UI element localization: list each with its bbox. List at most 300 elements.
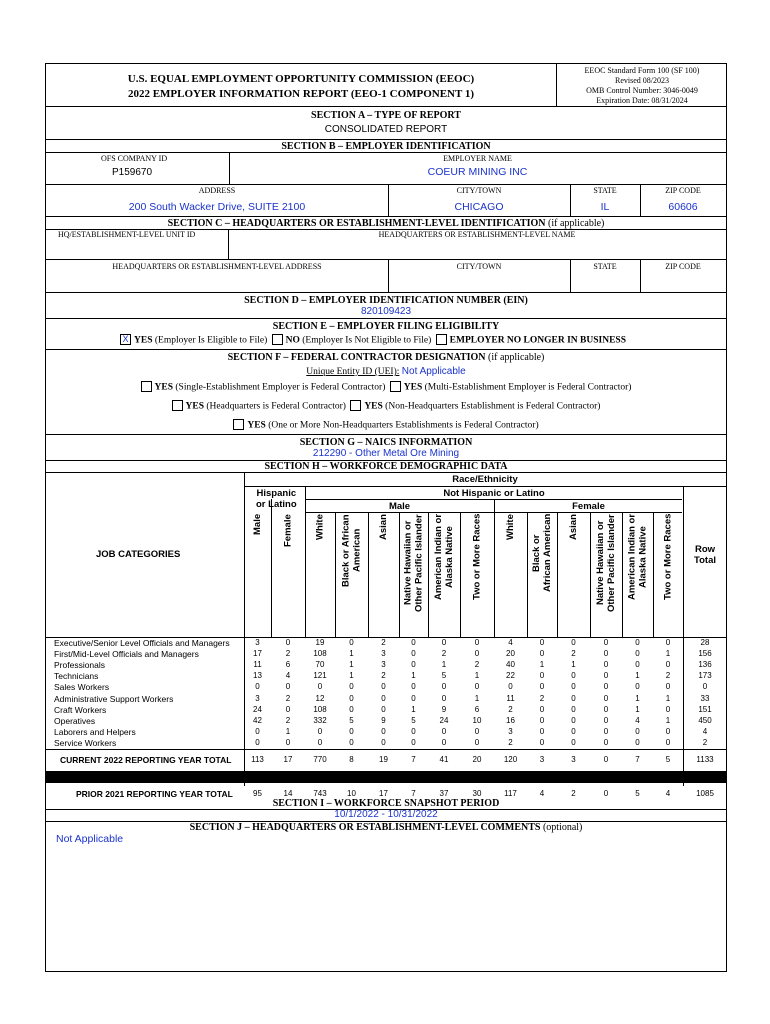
table-cell: 28 xyxy=(700,638,710,647)
table-cell: 108 xyxy=(313,649,327,659)
table-cell: 0 xyxy=(411,693,416,703)
job-category-label: Sales Workers xyxy=(54,682,110,693)
column-header-4 xyxy=(335,514,368,635)
table-cell: 0 xyxy=(539,715,545,725)
column-header-text: Asian xyxy=(568,514,579,540)
multi-establishment-text: (Multi-Establishment Employer is Federal Contractor) xyxy=(422,382,632,393)
section-e-title: SECTION E – EMPLOYER FILING ELIGIBILITY xyxy=(272,321,500,332)
eligible-yes-label: YES xyxy=(134,335,153,346)
female-header: Female xyxy=(572,501,605,512)
prior-total-cell: 2 xyxy=(571,789,576,798)
eligible-yes-checkbox[interactable]: X xyxy=(120,334,131,345)
table-cell: 2 xyxy=(539,693,545,703)
table-cell: 1 xyxy=(571,660,576,670)
table-cell: 33 xyxy=(700,693,710,703)
table-cell: 24 xyxy=(439,715,449,725)
table-cell: 0 xyxy=(441,726,447,736)
table-cell: 22 xyxy=(506,671,515,681)
table-cell: 1 xyxy=(349,671,354,681)
table-cell: 19 xyxy=(315,638,325,647)
table-cell: 0 xyxy=(571,737,576,747)
column-header-text: White xyxy=(314,514,326,540)
employer-state: IL xyxy=(600,201,610,213)
table-cell: 0 xyxy=(603,649,609,659)
eligible-no-label: NO xyxy=(285,335,300,346)
table-cell: 0 xyxy=(539,649,545,659)
table-cell: 0 xyxy=(474,649,480,659)
city-label: CITY/TOWN xyxy=(456,186,502,195)
table-cell: 0 xyxy=(603,671,609,681)
table-cell: 2 xyxy=(285,693,291,703)
no-longer-in-business-checkbox[interactable] xyxy=(436,334,447,345)
prior-total-cell: 117 xyxy=(504,789,517,798)
table-cell: 0 xyxy=(603,704,609,714)
section-f-title-text: SECTION F – FEDERAL CONTRACTOR DESIGNATION xyxy=(227,352,486,363)
table-cell: 0 xyxy=(571,715,576,725)
table-cell: 1 xyxy=(539,660,545,670)
report-title xyxy=(46,72,556,102)
hq-city-label: CITY/TOWN xyxy=(456,262,502,271)
current-total-cell: 7 xyxy=(635,755,640,764)
prior-total-cell: 4 xyxy=(665,789,671,798)
section-h-title: SECTION H – WORKFORCE DEMOGRAPHIC DATA xyxy=(264,461,508,472)
non-hq-contractor-text: (Non-Headquarters Establishment is Federal Contractor) xyxy=(382,401,601,412)
contractor-row-2 xyxy=(46,401,726,412)
report-type: CONSOLIDATED REPORT xyxy=(324,124,448,135)
hq-contractor-text: (Headquarters is Federal Contractor) xyxy=(204,401,346,412)
table-cell: 0 xyxy=(474,638,480,647)
table-cell: 6 xyxy=(474,704,480,714)
hq-state-label: STATE xyxy=(593,262,617,271)
table-cell: 4 xyxy=(508,638,513,647)
table-cell: 0 xyxy=(411,682,416,692)
form-info xyxy=(557,66,727,106)
column-header-14 xyxy=(653,514,683,635)
table-cell: 11 xyxy=(253,660,262,670)
table-cell: 0 xyxy=(539,726,545,736)
table-cell: 40 xyxy=(506,660,515,670)
employer-zip: 60606 xyxy=(668,201,698,213)
table-cell: 0 xyxy=(474,726,480,736)
column-header-text: Native Hawaiian or Other Pacific Islander xyxy=(402,514,425,612)
employer-name: COEUR MINING INC xyxy=(427,166,528,178)
table-cell: 1 xyxy=(474,671,480,681)
hq-zip-label: ZIP CODE xyxy=(665,262,701,271)
table-cell: 0 xyxy=(285,704,291,714)
address-label: ADDRESS xyxy=(198,186,236,195)
column-header-13 xyxy=(622,514,653,635)
table-cell: 0 xyxy=(285,737,291,747)
table-cell: 2 xyxy=(441,649,447,659)
ofs-company-id: P159670 xyxy=(112,167,153,178)
table-cell: 1 xyxy=(285,726,291,736)
table-cell: 2 xyxy=(381,671,386,681)
current-total-cell: 19 xyxy=(379,755,388,764)
hq-contractor-yes: YES xyxy=(185,401,205,412)
table-cell: 0 xyxy=(255,737,260,747)
table-cell: 136 xyxy=(698,660,712,670)
table-cell: 0 xyxy=(255,726,260,736)
table-cell: 0 xyxy=(441,682,447,692)
table-cell: 0 xyxy=(381,704,386,714)
prior-total-cell: 5 xyxy=(635,789,640,798)
table-cell: 0 xyxy=(635,660,640,670)
section-c-title-text: SECTION C – HEADQUARTERS OR ESTABLISHMENT-LEVEL IDENTIFICATION xyxy=(167,218,546,229)
section-c-title xyxy=(46,218,726,229)
non-hq-contractor-checkbox[interactable] xyxy=(350,400,361,411)
column-header-text: Two or More Races xyxy=(662,514,674,601)
column-header-7 xyxy=(428,514,460,635)
table-cell: 13 xyxy=(253,671,262,681)
table-cell: 5 xyxy=(441,671,447,681)
eligible-no-checkbox[interactable] xyxy=(272,334,283,345)
current-total-cell: 120 xyxy=(503,755,518,764)
table-cell: 1 xyxy=(665,649,671,659)
table-cell: 9 xyxy=(441,704,447,714)
table-cell: 3 xyxy=(381,660,386,670)
table-cell: 1 xyxy=(474,693,480,703)
multi-non-hq-yes: YES xyxy=(247,420,266,431)
single-establishment-yes: YES xyxy=(154,382,173,393)
multi-establishment-checkbox[interactable] xyxy=(390,381,401,392)
current-total-cell: 20 xyxy=(472,755,482,764)
table-cell: 2 xyxy=(508,737,513,747)
table-cell: 10 xyxy=(472,715,482,725)
state-label: STATE xyxy=(593,186,617,195)
employer-address: 200 South Wacker Drive, SUITE 2100 xyxy=(128,201,306,213)
current-total-cell: 7 xyxy=(411,755,416,764)
prior-total-cell: 14 xyxy=(283,789,293,798)
hispanic-header: Hispanic or Latino xyxy=(256,488,297,510)
job-category-label: Professionals xyxy=(54,660,106,671)
table-cell: 156 xyxy=(698,649,712,659)
table-cell: 0 xyxy=(349,726,354,736)
table-cell: 0 xyxy=(539,671,545,681)
current-total-cell: 1133 xyxy=(696,755,714,764)
prior-total-cell: 95 xyxy=(253,789,262,798)
table-cell: 0 xyxy=(349,737,354,747)
comments-value: Not Applicable xyxy=(56,833,124,845)
job-category-label: Laborers and Helpers xyxy=(54,726,136,737)
eligible-no-text: (Employer Is Not Eligible to File) xyxy=(299,335,432,346)
table-cell: 0 xyxy=(539,737,545,747)
table-cell: 3 xyxy=(255,638,260,647)
table-cell: 0 xyxy=(349,682,354,692)
table-cell: 0 xyxy=(603,726,609,736)
table-cell: 3 xyxy=(255,693,260,703)
table-cell: 0 xyxy=(571,671,576,681)
prior-year-total-label: PRIOR 2021 REPORTING YEAR TOTAL xyxy=(76,789,233,799)
table-cell: 0 xyxy=(349,638,354,647)
table-cell: 2 xyxy=(508,704,513,714)
current-year-total-label: CURRENT 2022 REPORTING YEAR TOTAL xyxy=(60,755,232,765)
column-header-9 xyxy=(494,514,527,635)
current-total-cell: 8 xyxy=(349,755,354,764)
table-cell: 2 xyxy=(285,649,291,659)
column-header-text: White xyxy=(505,514,516,540)
table-cell: 0 xyxy=(508,682,513,692)
table-cell: 0 xyxy=(603,737,609,747)
table-cell: 9 xyxy=(381,715,386,725)
table-cell: 2 xyxy=(702,737,708,747)
table-cell: 0 xyxy=(539,638,545,647)
table-cell: 0 xyxy=(317,726,323,736)
form-revised: Revised 08/2023 xyxy=(615,76,669,85)
column-header-text: Native Hawaiian or Other Pacific Islander xyxy=(595,514,617,612)
column-header-text: Two or More Races xyxy=(471,514,483,601)
table-cell: 0 xyxy=(635,682,640,692)
zip-label: ZIP CODE xyxy=(665,186,701,195)
section-b-title: SECTION B – EMPLOYER IDENTIFICATION xyxy=(281,141,491,152)
table-cell: 16 xyxy=(506,715,515,725)
column-header-3 xyxy=(305,514,335,635)
table-cell: 0 xyxy=(381,737,386,747)
table-cell: 0 xyxy=(411,737,416,747)
multi-non-hq-checkbox[interactable] xyxy=(233,419,244,430)
current-total-cell: 770 xyxy=(313,755,327,764)
table-cell: 0 xyxy=(571,638,576,647)
table-cell: 0 xyxy=(381,682,386,692)
form-number: EEOC Standard Form 100 (SF 100) xyxy=(584,66,700,75)
table-cell: 0 xyxy=(411,660,416,670)
table-cell: 1 xyxy=(441,660,447,670)
table-cell: 1 xyxy=(411,671,416,681)
table-cell: 0 xyxy=(317,682,323,692)
snapshot-period: 10/1/2022 - 10/31/2022 xyxy=(334,809,438,820)
column-header-text: Asian xyxy=(378,514,389,540)
table-cell: 0 xyxy=(665,682,671,692)
table-cell: 4 xyxy=(635,715,640,725)
column-header-11 xyxy=(557,514,590,635)
prior-total-cell: 10 xyxy=(347,789,356,798)
table-cell: 0 xyxy=(441,693,447,703)
table-cell: 0 xyxy=(411,649,416,659)
column-header-text: Black or African American xyxy=(340,514,363,587)
row-total-header: Row Total xyxy=(694,544,716,566)
table-cell: 0 xyxy=(381,726,386,736)
employer-name-label: EMPLOYER NAME xyxy=(443,154,512,163)
not-hispanic-header: Not Hispanic or Latino xyxy=(443,488,545,499)
hq-name-label: HEADQUARTERS OR ESTABLISHMENT-LEVEL NAME xyxy=(378,230,576,239)
table-cell: 0 xyxy=(665,726,671,736)
report-title-line1: U.S. EQUAL EMPLOYMENT OPPORTUNITY COMMISSION (EEOC) xyxy=(127,73,475,85)
column-header-text: Female xyxy=(282,514,294,547)
employer-city: CHICAGO xyxy=(454,201,504,213)
table-cell: 24 xyxy=(253,704,262,714)
column-header-text: American Indian or Alaska Native xyxy=(433,514,455,601)
table-cell: 332 xyxy=(313,715,327,725)
current-total-cell: 113 xyxy=(251,755,264,764)
table-cell: 5 xyxy=(349,715,354,725)
prior-total-cell: 4 xyxy=(539,789,545,798)
uei-row xyxy=(46,366,726,377)
job-categories-header: JOB CATEGORIES xyxy=(96,549,181,560)
table-cell: 3 xyxy=(508,726,513,736)
table-cell: 20 xyxy=(506,649,515,659)
eligible-yes-text: (Employer Is Eligible to File) xyxy=(152,335,268,346)
prior-total-cell: 7 xyxy=(411,789,416,798)
table-cell: 0 xyxy=(317,737,323,747)
table-cell: 0 xyxy=(635,726,640,736)
table-cell: 1 xyxy=(665,715,671,725)
section-f-title xyxy=(46,352,726,363)
prior-total-cell: 37 xyxy=(439,789,449,798)
table-cell: 0 xyxy=(603,660,609,670)
table-cell: 0 xyxy=(255,682,260,692)
expiration-date: Expiration Date: 08/31/2024 xyxy=(596,96,688,105)
table-cell: 2 xyxy=(474,660,480,670)
table-cell: 1 xyxy=(635,693,640,703)
table-cell: 0 xyxy=(702,682,708,692)
table-cell: 0 xyxy=(665,638,671,647)
current-total-cell: 5 xyxy=(665,755,671,764)
current-total-cell: 3 xyxy=(539,755,545,764)
column-header-text: American Indian or Alaska Native xyxy=(626,514,649,601)
job-category-label: Craft Workers xyxy=(54,704,107,715)
table-cell: 0 xyxy=(285,638,291,647)
single-establishment-checkbox[interactable] xyxy=(141,381,152,392)
section-j-title-text: SECTION J – HEADQUARTERS OR ESTABLISHMENT-LEVEL COMMENTS xyxy=(189,822,541,833)
non-hq-contractor-yes: YES xyxy=(364,401,383,412)
table-cell: 0 xyxy=(635,638,640,647)
section-i-title: SECTION I – WORKFORCE SNAPSHOT PERIOD xyxy=(272,798,500,809)
section-d-title: SECTION D – EMPLOYER IDENTIFICATION NUMBER (EIN) xyxy=(244,295,528,306)
multi-non-hq-text: (One or More Non-Headquarters Establishments is Federal Contractor) xyxy=(265,420,539,431)
table-cell: 17 xyxy=(253,649,262,659)
table-cell: 5 xyxy=(411,715,416,725)
column-header-text: Male xyxy=(252,514,263,536)
table-cell: 108 xyxy=(313,704,327,714)
male-header: Male xyxy=(388,501,411,512)
table-cell: 0 xyxy=(474,737,480,747)
ein-value: 820109423 xyxy=(360,306,412,317)
table-cell: 0 xyxy=(539,704,545,714)
no-longer-in-business-label: EMPLOYER NO LONGER IN BUSINESS xyxy=(449,335,626,346)
table-cell: 0 xyxy=(665,704,671,714)
section-j-title xyxy=(46,822,726,833)
report-title-line2: 2022 EMPLOYER INFORMATION REPORT (EEO-1 COMPONENT 1) xyxy=(127,88,475,100)
table-cell: 1 xyxy=(635,704,640,714)
table-divider-bar xyxy=(46,771,726,783)
table-cell: 0 xyxy=(571,704,576,714)
contractor-row-3 xyxy=(46,420,726,431)
table-cell: 1 xyxy=(411,704,416,714)
uei-label: Unique Entity ID (UEI): xyxy=(306,367,400,377)
job-category-label: Service Workers xyxy=(54,737,117,748)
table-cell: 0 xyxy=(571,682,576,692)
table-cell: 4 xyxy=(285,671,291,681)
table-cell: 12 xyxy=(315,693,325,703)
prior-total-cell: 17 xyxy=(379,789,388,798)
section-f-title-suffix: (if applicable) xyxy=(485,352,545,363)
column-header-8 xyxy=(460,514,494,635)
table-cell: 1 xyxy=(349,660,354,670)
table-cell: 0 xyxy=(635,649,640,659)
job-category-label: Technicians xyxy=(54,671,99,682)
table-cell: 1 xyxy=(665,693,671,703)
table-cell: 0 xyxy=(474,682,480,692)
uei-value: Not Applicable xyxy=(401,366,466,377)
job-category-label: First/Mid-Level Officials and Managers xyxy=(54,649,199,660)
column-header-text: Black or African American xyxy=(531,514,553,593)
job-category-label: Executive/Senior Level Officials and Managers xyxy=(54,638,230,648)
table-cell: 2 xyxy=(665,671,671,681)
table-cell: 0 xyxy=(603,693,609,703)
table-cell: 1 xyxy=(349,649,354,659)
table-cell: 2 xyxy=(571,649,576,659)
section-g-title: SECTION G – NAICS INFORMATION xyxy=(299,437,473,448)
current-total-cell: 41 xyxy=(439,755,449,764)
current-total-cell: 0 xyxy=(603,755,609,764)
table-cell: 0 xyxy=(603,715,609,725)
table-cell: 3 xyxy=(381,649,386,659)
hq-unit-id-label: HQ/ESTABLISHMENT-LEVEL UNIT ID xyxy=(58,230,196,239)
table-cell: 70 xyxy=(315,660,325,670)
table-cell: 0 xyxy=(571,726,576,736)
table-cell: 1 xyxy=(635,671,640,681)
eligibility-options xyxy=(120,335,626,346)
table-cell: 6 xyxy=(285,660,291,670)
table-cell: 151 xyxy=(698,704,712,714)
section-a-title: SECTION A – TYPE OF REPORT xyxy=(311,110,461,121)
prior-total-cell: 30 xyxy=(472,789,482,798)
table-cell: 0 xyxy=(441,737,447,747)
table-cell: 0 xyxy=(349,704,354,714)
contractor-row-1 xyxy=(46,382,726,393)
table-cell: 2 xyxy=(381,638,386,647)
prior-total-cell: 1085 xyxy=(696,789,714,798)
table-cell: 173 xyxy=(698,671,712,681)
hq-address-label: HEADQUARTERS OR ESTABLISHMENT-LEVEL ADDRESS xyxy=(112,262,322,271)
table-cell: 0 xyxy=(411,638,416,647)
table-cell: 0 xyxy=(603,682,609,692)
column-header-10 xyxy=(527,514,557,635)
table-cell: 0 xyxy=(349,693,354,703)
table-cell: 0 xyxy=(603,638,609,647)
column-header-2 xyxy=(271,514,305,635)
race-ethnicity-header: Race/Ethnicity xyxy=(452,474,518,485)
table-cell: 0 xyxy=(285,682,291,692)
prior-total-cell: 743 xyxy=(313,789,327,798)
job-category-label: Operatives xyxy=(54,715,96,726)
table-cell: 4 xyxy=(702,726,708,736)
eeo1-form xyxy=(45,63,727,972)
table-cell: 0 xyxy=(635,737,640,747)
current-total-cell: 3 xyxy=(571,755,576,764)
hq-contractor-checkbox[interactable] xyxy=(172,400,183,411)
column-header-12 xyxy=(590,514,622,635)
table-cell: 0 xyxy=(441,638,447,647)
column-header-6 xyxy=(399,514,428,635)
table-cell: 11 xyxy=(506,693,515,703)
ofs-company-id-label: OFS COMPANY ID xyxy=(101,154,168,163)
table-cell: 0 xyxy=(665,660,671,670)
column-header-1 xyxy=(244,514,271,635)
table-cell: 0 xyxy=(665,737,671,747)
table-cell: 0 xyxy=(381,693,386,703)
table-cell: 0 xyxy=(539,682,545,692)
naics-value: 212290 - Other Metal Ore Mining xyxy=(312,448,460,459)
job-category-label: Administrative Support Workers xyxy=(54,693,174,704)
multi-establishment-yes: YES xyxy=(403,382,423,393)
table-cell: 121 xyxy=(313,671,327,681)
current-total-cell: 17 xyxy=(283,755,293,764)
table-cell: 0 xyxy=(571,693,576,703)
single-establishment-text: (Single-Establishment Employer is Federal Contractor) xyxy=(173,382,386,393)
section-j-title-suffix: (optional) xyxy=(540,822,583,833)
column-header-5 xyxy=(368,514,399,635)
prior-total-cell: 0 xyxy=(603,789,609,798)
